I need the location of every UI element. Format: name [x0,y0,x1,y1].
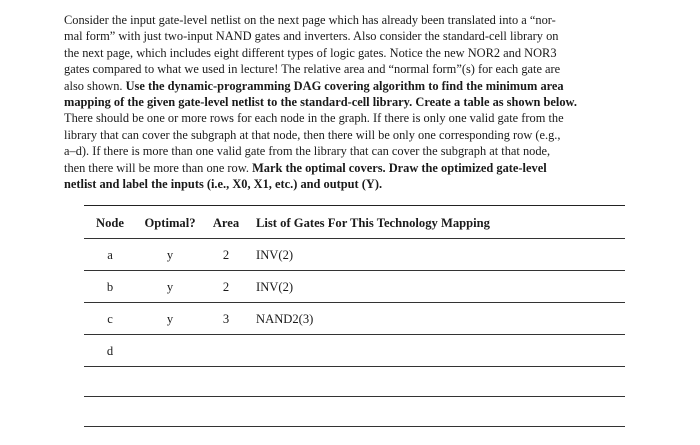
text-line: Consider the input gate-level netlist on the next page which has already been translated into a “nor- [64,13,556,27]
table-top-rule [84,205,625,206]
row-gate-list: INV(2) [256,280,294,294]
row-gate-list: INV(2) [256,248,294,262]
row-node: a [107,248,113,262]
table-rule [84,302,625,303]
table-rule [84,334,625,335]
row-node: c [107,312,113,326]
emphasis-text: Mark the optimal covers. Draw the optimized gate-level [252,160,547,175]
row-node: d [106,344,114,358]
emphasis-text: netlist and label the inputs (i.e., X0, X1, etc.) and output (Y). [64,177,383,192]
header-optimal: Optimal? [144,216,196,230]
row-area: 2 [222,280,230,294]
row-optimal: y [166,280,174,294]
emphasis-text: Use the dynamic-programming DAG covering algorithm to find the minimum area [125,78,564,93]
text-line: the next page, which includes eight different types of logic gates. Notice the new NOR2 and NOR3 [64,45,557,60]
row-area: 3 [222,312,230,326]
table-rule [84,270,625,271]
table-rule [84,238,625,239]
text-line: There should be one or more rows for each node in the graph. If there is only one valid gate from the [64,111,564,126]
emphasis-text: mapping of the given gate-level netlist to the standard-cell library. Create a table as shown below. [64,95,577,110]
row-area: 2 [222,248,230,262]
text-line: a–d). If there is more than one valid gate from the library that can cover the subgraph at that node, [64,144,551,159]
text-line [64,176,644,192]
problem-statement [64,12,644,192]
row-node: b [106,280,114,294]
text-line [64,94,644,110]
header-node: Node [96,216,124,230]
header-area: Area [212,216,240,230]
text-line: gates compared to what we used in lecture! The relative area and “normal form”(s) for each gate are [64,62,561,77]
text-line: mal form” with just two-input NAND gates and inverters. Also consider the standard-cell library on [64,29,559,44]
table-rule [84,426,625,427]
header-gate-list: List of Gates For This Technology Mapping [256,216,490,230]
table-rule [84,366,625,367]
text-line: library that can cover the subgraph at that node, then there will be only one corresponding row (e.g., [64,127,561,142]
row-optimal: y [166,248,174,262]
table-rule [84,396,625,397]
text-line: then there will be more than one row. Mark the optimal covers. Draw the optimized gate-level [64,160,547,175]
row-optimal: y [166,312,174,326]
row-gate-list: NAND2(3) [256,312,314,326]
text-line: also shown. Use the dynamic-programming DAG covering algorithm to find the minimum area [64,78,564,93]
